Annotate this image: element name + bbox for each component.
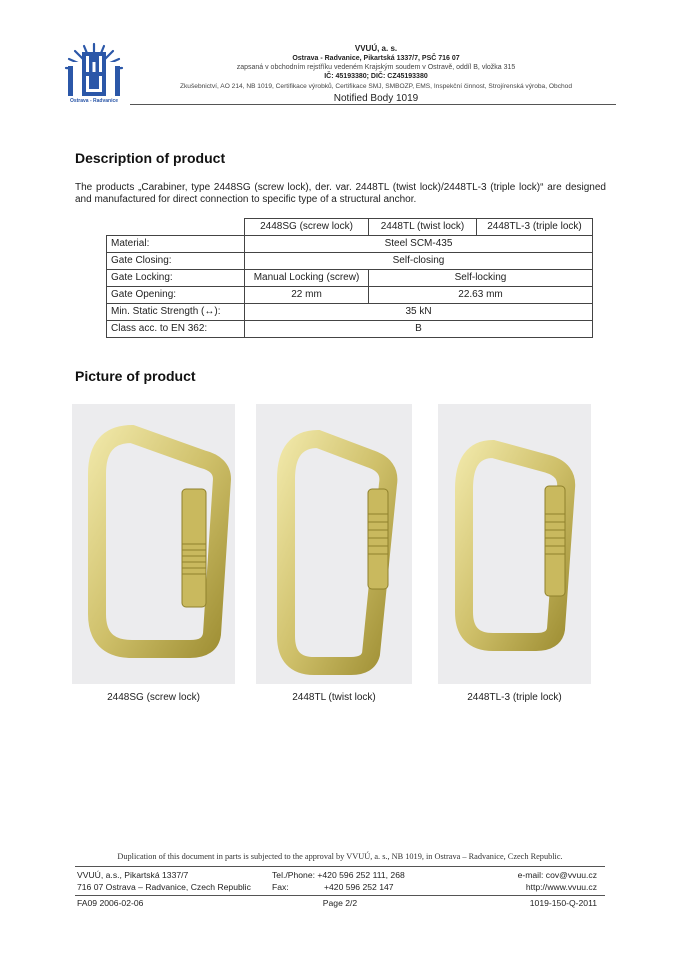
row-value: Manual Locking (screw) [245, 270, 369, 287]
row-label: Gate Opening: [107, 287, 245, 304]
form-code: FA09 2006-02-06 [77, 898, 144, 908]
column-header: 2448TL-3 (triple lock) [477, 219, 593, 236]
row-value: Steel SCM-435 [245, 236, 593, 253]
company-registration: zapsaná v obchodním rejstříku vedeném Krajským soudem v Ostravě, oddíl B, vložka 315 [236, 64, 516, 71]
row-value: B [245, 321, 593, 338]
document-number: 1019-150-Q-2011 [529, 898, 597, 908]
table-header-row [107, 219, 593, 236]
table-row [107, 270, 593, 287]
footer-divider [75, 866, 605, 867]
description-text: The products „Carabiner, type 2448SG (screw lock), der. var. 2448TL (twist lock)/2448TL-3 (triple lock)“ are designed and manufactured for direct connection to specific type of a structural anchor. [75, 182, 606, 205]
company-activities: Zkušebnictví, AO 214, NB 1019, Certifikace výrobků, Certifikace SMJ, SMBOZP, EMS, Inspekční činnost, Strojírenská výroba, Obchod [179, 83, 572, 90]
caption-twist-lock: 2448TL (twist lock) [292, 692, 376, 703]
company-name: VVUÚ, a. s. [354, 44, 398, 53]
row-label: Gate Locking: [107, 270, 245, 287]
row-value: 22 mm [245, 287, 369, 304]
row-label: Class acc. to EN 362: [107, 321, 245, 338]
spec-table [106, 218, 593, 338]
table-corner [107, 219, 245, 236]
footer-address-line1: VVUÚ, a.s., Pikartská 1337/7 [77, 870, 189, 880]
footer-fax: +420 596 252 147 [324, 882, 394, 892]
footer-website[interactable]: http://www.vvuu.cz [525, 882, 597, 892]
row-label: Material: [107, 236, 245, 253]
company-logo [62, 40, 126, 106]
photo-triple-lock [438, 404, 591, 684]
table-row [107, 287, 593, 304]
row-value: Self-closing [245, 253, 593, 270]
footer-fax-label: Fax: [272, 882, 289, 892]
notified-body: Notified Body 1019 [333, 93, 419, 104]
footer-divider [75, 895, 605, 896]
footer-phone: Tel./Phone: +420 596 252 111, 268 [272, 870, 405, 880]
column-header: 2448TL (twist lock) [369, 219, 477, 236]
company-ids: IČ: 45193380; DIČ: CZ45193380 [324, 73, 428, 80]
caption-triple-lock: 2448TL-3 (triple lock) [467, 692, 562, 703]
pictures-title: Picture of product [75, 368, 196, 384]
photo-screw-lock [72, 404, 235, 684]
description-title: Description of product [75, 150, 226, 166]
footer-address-line2: 716 07 Ostrava – Radvanice, Czech Republic [77, 882, 251, 892]
company-address: Ostrava - Radvanice, Pikartská 1337/7, PSČ 716 07 [292, 55, 460, 62]
header-divider [130, 104, 616, 105]
table-row [107, 253, 593, 270]
column-header: 2448SG (screw lock) [245, 219, 369, 236]
table-row [107, 236, 593, 253]
row-label: Gate Closing: [107, 253, 245, 270]
row-value: 22.63 mm [369, 287, 593, 304]
row-value: 35 kN [245, 304, 593, 321]
photo-twist-lock [256, 404, 412, 684]
page-number: Page 2/2 [322, 898, 358, 908]
row-value: Self-locking [369, 270, 593, 287]
footer-email[interactable]: e-mail: cov@vvuu.cz [517, 870, 597, 880]
logo-caption: Ostrava - Radvanice [69, 98, 119, 104]
caption-screw-lock: 2448SG (screw lock) [107, 692, 200, 703]
table-row [107, 321, 593, 338]
row-label: Min. Static Strength (↔): [107, 304, 245, 321]
table-row [107, 304, 593, 321]
duplication-notice: Duplication of this document in parts is subjected to the approval by VVUÚ, a. s., NB 1019, in Ostrava – Radvanice, Czech Republic. [117, 852, 563, 861]
